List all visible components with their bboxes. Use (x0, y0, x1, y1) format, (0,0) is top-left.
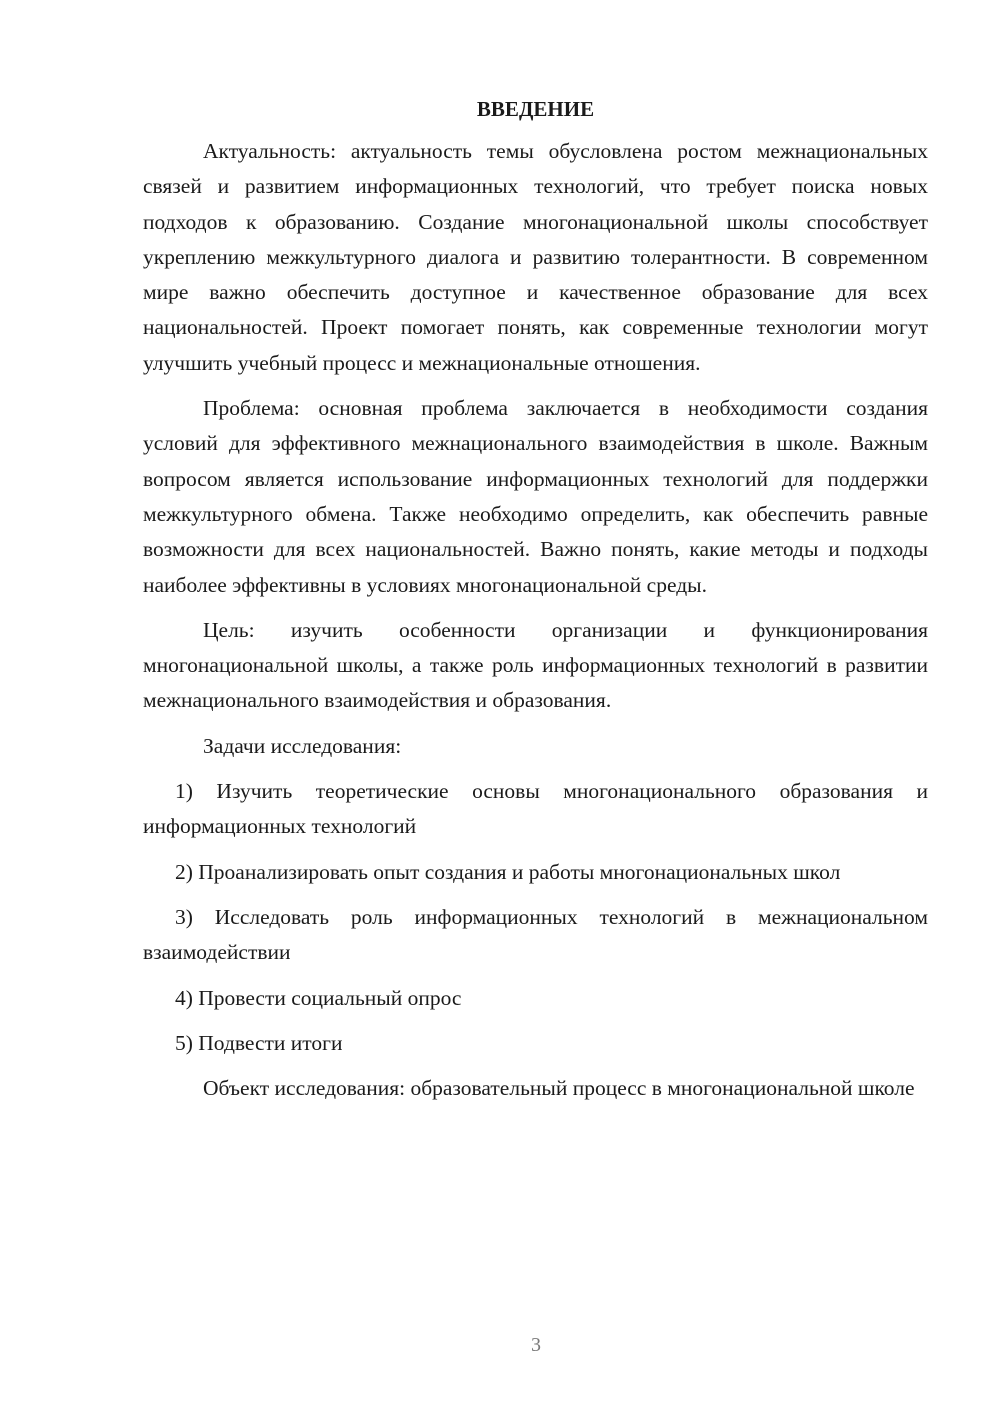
paragraph-problem: Проблема: основная проблема заключается в необходимости создания условий для эффективного межнационального взаимодействия в школе. Важным вопросом является использование информационных технологий для поддержки межкультурного обмена. Также необходимо определить, как обеспечить равные возможности для всех национальностей. Важно понять, какие методы и подходы наиболее эффективны в условиях многонациональной среды. (143, 396, 928, 597)
page-title: ВВЕДЕНИЕ (476, 97, 595, 121)
tasks-heading: Задачи исследования: (203, 733, 402, 758)
task-item-3: 3) Исследовать роль информационных технологий в межнациональном взаимодействии (143, 904, 928, 965)
page-number: 3 (531, 1334, 541, 1356)
paragraph-goal: Цель: изучить особенности организации и функционирования многонациональной школы, а также роль информационных технологий в развитии межнационального взаимодействия и образования. (143, 617, 928, 713)
document-page (143, 92, 928, 1106)
task-item-2: 2) Проанализировать опыт создания и работы многонациональных школ (175, 859, 841, 884)
task-item-4: 4) Провести социальный опрос (175, 985, 462, 1010)
task-item-1: 1) Изучить теоретические основы многонационального образования и информационных технологий (143, 779, 928, 839)
task-item-5: 5) Подвести итоги (175, 1030, 343, 1055)
paragraph-object: Объект исследования: образовательный процесс в многонациональной школе (203, 1076, 915, 1101)
paragraph-relevance: Актуальность: актуальность темы обусловлена ростом межнациональных связей и развитием информационных технологий, что требует поиска новых подходов к образованию. Создание многонациональной школы способствует укреплению межкультурного диалога и развитию толерантности. В современном мире важно обеспечить доступное и качественное образование для всех национальностей. Проект помогает понять, как современные технологии могут улучшить учебный процесс и межнациональные отношения. (143, 139, 928, 375)
